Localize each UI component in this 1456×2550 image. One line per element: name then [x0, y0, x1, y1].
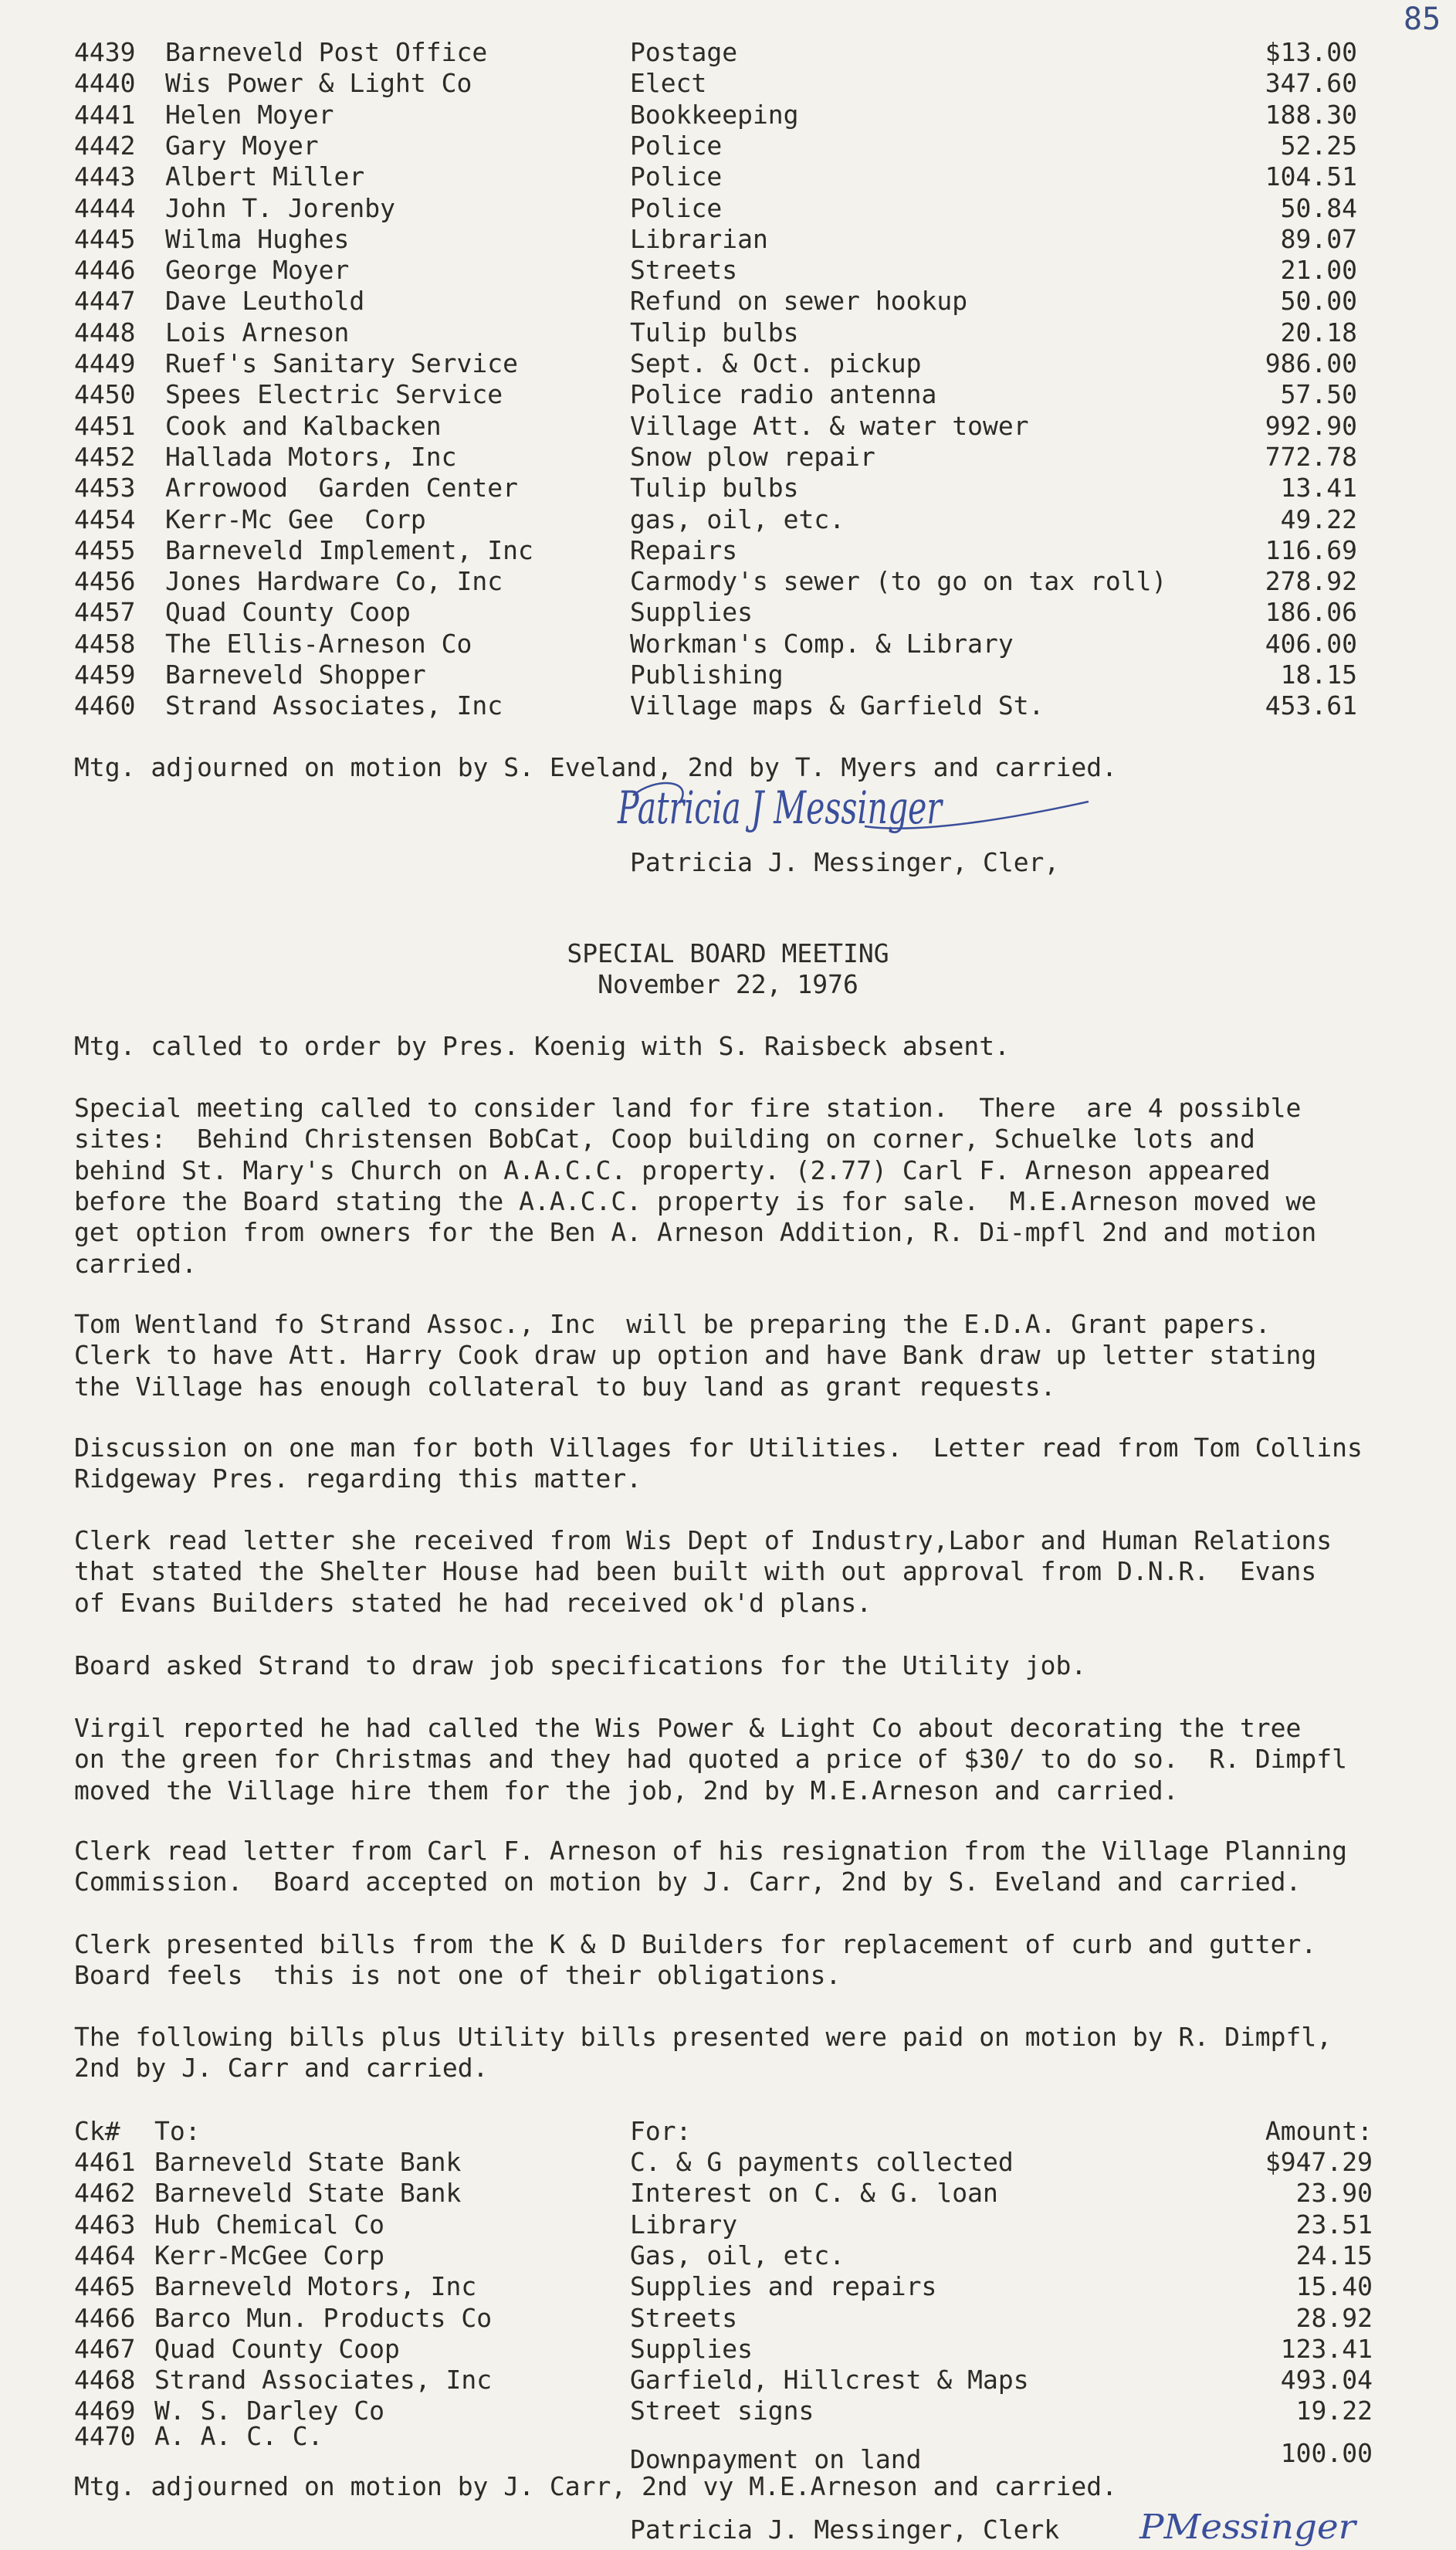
minutes-line: Commission. Board accepted on motion by J. Carr, 2nd by S. Eveland and carried.	[74, 1867, 1302, 1897]
minutes-line: the Village has enough collateral to buy land as grant requests.	[74, 1371, 1056, 1402]
payee: John T. Jorenby	[165, 192, 396, 223]
check-number: 4467	[74, 2333, 136, 2364]
amount: 986.00	[1265, 348, 1357, 378]
bill-row	[0, 37, 1456, 68]
bill-row	[0, 286, 1456, 317]
payee: Hub Chemical Co	[154, 2209, 385, 2240]
clerk-signature-1	[610, 772, 1104, 842]
minutes-line: Special meeting called to consider land for fire station. There are 4 possible	[74, 1093, 1302, 1123]
amount: 123.41	[1280, 2333, 1373, 2364]
bill-row	[0, 131, 1456, 161]
clerk-name-1: Patricia J. Messinger, Cler,	[630, 847, 1060, 877]
payee: Barneveld State Bank	[154, 2147, 462, 2177]
purpose: Supplies	[630, 2333, 753, 2364]
bill-row	[0, 597, 1456, 628]
page-number: 85	[1404, 2, 1441, 37]
payee: Wis Power & Light Co	[165, 68, 472, 99]
payee: Spees Electric Service	[165, 379, 503, 410]
amount: 453.61	[1265, 690, 1357, 721]
bill-row	[0, 504, 1456, 535]
purpose: Publishing	[630, 660, 784, 690]
table2-header	[0, 2116, 1456, 2147]
amount: 13.41	[1280, 473, 1357, 504]
minutes-line: carried.	[74, 1248, 197, 1279]
amount: 49.22	[1280, 504, 1357, 534]
bill-row	[0, 224, 1456, 255]
svg-text:Patricia J Messinger: Patricia J Messinger	[617, 782, 944, 834]
purpose: Bookkeeping	[630, 99, 799, 130]
check-number: 4459	[74, 660, 136, 690]
check-number: 4442	[74, 130, 136, 161]
header-for: For:	[630, 2116, 692, 2146]
bill-row	[0, 2365, 1456, 2396]
minutes-line: Tom Wentland fo Strand Assoc., Inc will be preparing the E.D.A. Grant papers.	[74, 1309, 1271, 1339]
minutes-line: Virgil reported he had called the Wis Power & Light Co about decorating the tree	[74, 1713, 1302, 1743]
adjournment-1: Mtg. adjourned on motion by S. Eveland, 2nd by T. Myers and carried.	[74, 752, 1118, 782]
check-number: 4453	[74, 473, 136, 504]
amount: 15.40	[1295, 2271, 1373, 2302]
payee: Albert Miller	[165, 161, 365, 192]
purpose: Elect	[630, 68, 707, 99]
check-number: 4447	[74, 286, 136, 317]
check-number: 4466	[74, 2302, 136, 2333]
payee: Barneveld State Bank	[154, 2178, 462, 2209]
check-number: 4461	[74, 2147, 136, 2177]
amount: 24.15	[1295, 2240, 1373, 2270]
clerk-name-2: Patricia J. Messinger, Clerk	[630, 2514, 1060, 2545]
check-number: 4463	[74, 2209, 136, 2240]
purpose: Police radio antenna	[630, 379, 937, 410]
amount: 347.60	[1265, 68, 1357, 99]
payee: Gary Moyer	[165, 130, 319, 161]
minutes-line: Clerk presented bills from the K & D Builders for replacement of curb and gutter.	[74, 1929, 1317, 1959]
special-meeting-date: November 22, 1976	[598, 969, 858, 999]
bill-row	[0, 473, 1456, 504]
bill-row	[0, 2240, 1456, 2271]
bill-row	[0, 2209, 1456, 2240]
purpose: Gas, oil, etc.	[630, 2240, 845, 2270]
minutes-line: Board asked Strand to draw job specifications for the Utility job.	[74, 1650, 1087, 1680]
check-number: 4455	[74, 534, 136, 565]
bill-row	[0, 2271, 1456, 2302]
amount: 992.90	[1265, 410, 1357, 441]
bill-row	[0, 161, 1456, 192]
check-number: 4464	[74, 2240, 136, 2270]
purpose: Tulip bulbs	[630, 317, 799, 348]
minutes-line: Clerk read letter from Carl F. Arneson of his resignation from the Village Planning	[74, 1836, 1348, 1866]
payee: W. S. Darley Co	[154, 2396, 385, 2426]
amount: 493.04	[1280, 2365, 1373, 2396]
purpose: Snow plow repair	[630, 441, 875, 472]
minutes-line: Mtg. called to order by Pres. Koenig with S. Raisbeck absent.	[74, 1031, 1010, 1061]
bill-row	[0, 629, 1456, 660]
check-number: 4460	[74, 690, 136, 721]
minutes-line: The following bills plus Utility bills presented were paid on motion by R. Dimpfl,	[74, 2022, 1332, 2052]
bill-row	[0, 379, 1456, 410]
payee: George Moyer	[165, 255, 350, 286]
payee: Hallada Motors, Inc	[165, 441, 457, 472]
amount: 52.25	[1280, 130, 1357, 161]
purpose: Repairs	[630, 534, 738, 565]
payee: Cook and Kalbacken	[165, 410, 442, 441]
purpose: Streets	[630, 255, 738, 286]
bill-row	[0, 660, 1456, 690]
purpose: Street signs	[630, 2396, 814, 2426]
payee: Dave Leuthold	[165, 286, 365, 317]
amount: 89.07	[1280, 223, 1357, 254]
payee: Arrowood Garden Center	[165, 473, 518, 504]
minutes-line: Board feels this is not one of their obligations.	[74, 1960, 841, 1991]
bill-row	[0, 442, 1456, 473]
header-ck: Ck#	[74, 2116, 120, 2146]
purpose: Carmody's sewer (to go on tax roll)	[630, 566, 1167, 597]
payee: Barneveld Shopper	[165, 660, 426, 690]
purpose: Village maps & Garfield St.	[630, 690, 1045, 721]
bill-row	[0, 348, 1456, 379]
minutes-line: get option from owners for the Ben A. Arneson Addition, R. Di-mpfl 2nd and motion	[74, 1217, 1317, 1248]
payee: Kerr-McGee Corp	[154, 2240, 385, 2270]
amount: 186.06	[1265, 597, 1357, 628]
bill-row	[0, 2420, 1456, 2474]
minutes-line: Clerk to have Att. Harry Cook draw up option and have Bank draw up letter stating	[74, 1340, 1317, 1371]
payee: Barneveld Implement, Inc	[165, 534, 533, 565]
purpose: Supplies and repairs	[630, 2271, 937, 2302]
payee: Quad County Coop	[165, 597, 411, 628]
minutes-line: behind St. Mary's Church on A.A.C.C. property. (2.77) Carl F. Arneson appeared	[74, 1155, 1271, 1185]
bill-row	[0, 566, 1456, 597]
payee: Wilma Hughes	[165, 223, 350, 254]
adjournment-2: Mtg. adjourned on motion by J. Carr, 2nd vy M.E.Arneson and carried.	[74, 2471, 1118, 2501]
bill-row	[0, 2147, 1456, 2178]
check-number: 4445	[74, 223, 136, 254]
purpose: Police	[630, 192, 723, 223]
amount: 116.69	[1265, 534, 1357, 565]
clerk-signature-2	[1135, 2498, 1366, 2550]
amount: 20.18	[1280, 317, 1357, 348]
purpose: Police	[630, 130, 723, 161]
bill-row	[0, 535, 1456, 566]
amount: $13.00	[1265, 37, 1357, 67]
amount: 188.30	[1265, 99, 1357, 130]
payee: The Ellis-Arneson Co	[165, 628, 472, 659]
purpose: Streets	[630, 2302, 738, 2333]
special-meeting-title: SPECIAL BOARD MEETING	[567, 938, 889, 968]
payee: Barneveld Post Office	[165, 37, 488, 67]
purpose: Refund on sewer hookup	[630, 286, 968, 317]
amount: 278.92	[1265, 566, 1357, 597]
header-to: To:	[154, 2116, 201, 2146]
amount: 406.00	[1265, 628, 1357, 659]
purpose: C. & G payments collected	[630, 2147, 1014, 2177]
amount: 19.22	[1295, 2396, 1373, 2426]
bill-row	[0, 100, 1456, 131]
purpose: Library	[630, 2209, 738, 2240]
amount: $947.29	[1265, 2147, 1373, 2177]
svg-text:PMessinger: PMessinger	[1138, 2508, 1359, 2547]
check-number: 4439	[74, 37, 136, 67]
purpose: Tulip bulbs	[630, 473, 799, 504]
purpose: Police	[630, 161, 723, 192]
amount: 21.00	[1280, 255, 1357, 286]
check-number: 4465	[74, 2271, 136, 2302]
check-number: 4469	[74, 2396, 136, 2426]
payee: A. A. C. C.	[154, 2420, 323, 2451]
minutes-line: sites: Behind Christensen BobCat, Coop building on corner, Schuelke lots and	[74, 1124, 1255, 1155]
bill-row	[0, 68, 1456, 99]
purpose: Interest on C. & G. loan	[630, 2178, 998, 2209]
purpose: Postage	[630, 37, 738, 67]
header-amount: Amount:	[1265, 2116, 1373, 2146]
check-number: 4444	[74, 192, 136, 223]
payee: Quad County Coop	[154, 2333, 400, 2364]
purpose: Workman's Comp. & Library	[630, 628, 1014, 659]
check-number: 4462	[74, 2178, 136, 2209]
payee: Barco Mun. Products Co	[154, 2302, 493, 2333]
amount: 50.84	[1280, 192, 1357, 223]
amount: 57.50	[1280, 379, 1357, 410]
bill-row	[0, 2178, 1456, 2209]
purpose: Librarian	[630, 223, 768, 254]
amount: 100.00	[1280, 2437, 1373, 2468]
check-number: 4446	[74, 255, 136, 286]
check-number: 4450	[74, 379, 136, 410]
check-number: 4449	[74, 348, 136, 378]
check-number: 4443	[74, 161, 136, 192]
check-number: 4440	[74, 68, 136, 99]
bill-row	[0, 2334, 1456, 2365]
check-number: 4457	[74, 597, 136, 628]
amount: 772.78	[1265, 441, 1357, 472]
amount: 23.90	[1295, 2178, 1373, 2209]
check-number: 4470	[74, 2420, 136, 2451]
payee: Strand Associates, Inc	[165, 690, 503, 721]
purpose: Sept. & Oct. pickup	[630, 348, 922, 378]
purpose: Downpayment on land	[630, 2443, 922, 2474]
check-number: 4452	[74, 441, 136, 472]
payee: Kerr-Mc Gee Corp	[165, 504, 426, 534]
payee: Lois Arneson	[165, 317, 350, 348]
minutes-line: before the Board stating the A.A.C.C. property is for sale. M.E.Arneson moved we	[74, 1185, 1317, 1216]
minutes-line: on the green for Christmas and they had quoted a price of $30/ to do so. R. Dimpfl	[74, 1744, 1348, 1775]
bill-row	[0, 690, 1456, 721]
minutes-line: Discussion on one man for both Villages for Utilities. Letter read from Tom Collins	[74, 1433, 1363, 1463]
check-number: 4441	[74, 99, 136, 130]
purpose: Village Att. & water tower	[630, 410, 1029, 441]
minutes-line: moved the Village hire them for the job, 2nd by M.E.Arneson and carried.	[74, 1775, 1179, 1806]
payee: Barneveld Motors, Inc	[154, 2271, 477, 2302]
minutes-line: Clerk read letter she received from Wis Dept of Industry,Labor and Human Relations	[74, 1525, 1332, 1555]
payee: Helen Moyer	[165, 99, 334, 130]
payee: Jones Hardware Co, Inc	[165, 566, 503, 597]
amount: 50.00	[1280, 286, 1357, 317]
payee: Strand Associates, Inc	[154, 2365, 493, 2396]
payee: Ruef's Sanitary Service	[165, 348, 518, 378]
bill-row	[0, 255, 1456, 286]
amount: 104.51	[1265, 161, 1357, 192]
minutes-line: 2nd by J. Carr and carried.	[74, 2053, 489, 2084]
purpose: Garfield, Hillcrest & Maps	[630, 2365, 1029, 2396]
check-number: 4451	[74, 410, 136, 441]
amount: 28.92	[1295, 2302, 1373, 2333]
purpose: Supplies	[630, 597, 753, 628]
check-number: 4456	[74, 566, 136, 597]
minutes-line: of Evans Builders stated he had received ok'd plans.	[74, 1587, 872, 1618]
check-number: 4468	[74, 2365, 136, 2396]
bill-row	[0, 317, 1456, 348]
bill-row	[0, 411, 1456, 442]
purpose: gas, oil, etc.	[630, 504, 845, 534]
bill-row	[0, 2303, 1456, 2334]
check-number: 4448	[74, 317, 136, 348]
check-number: 4454	[74, 504, 136, 534]
minutes-line: Ridgeway Pres. regarding this matter.	[74, 1463, 642, 1494]
amount: 18.15	[1280, 660, 1357, 690]
bill-row	[0, 193, 1456, 224]
amount: 23.51	[1295, 2209, 1373, 2240]
minutes-line: that stated the Shelter House had been built with out approval from D.N.R. Evans	[74, 1556, 1317, 1587]
check-number: 4458	[74, 628, 136, 659]
